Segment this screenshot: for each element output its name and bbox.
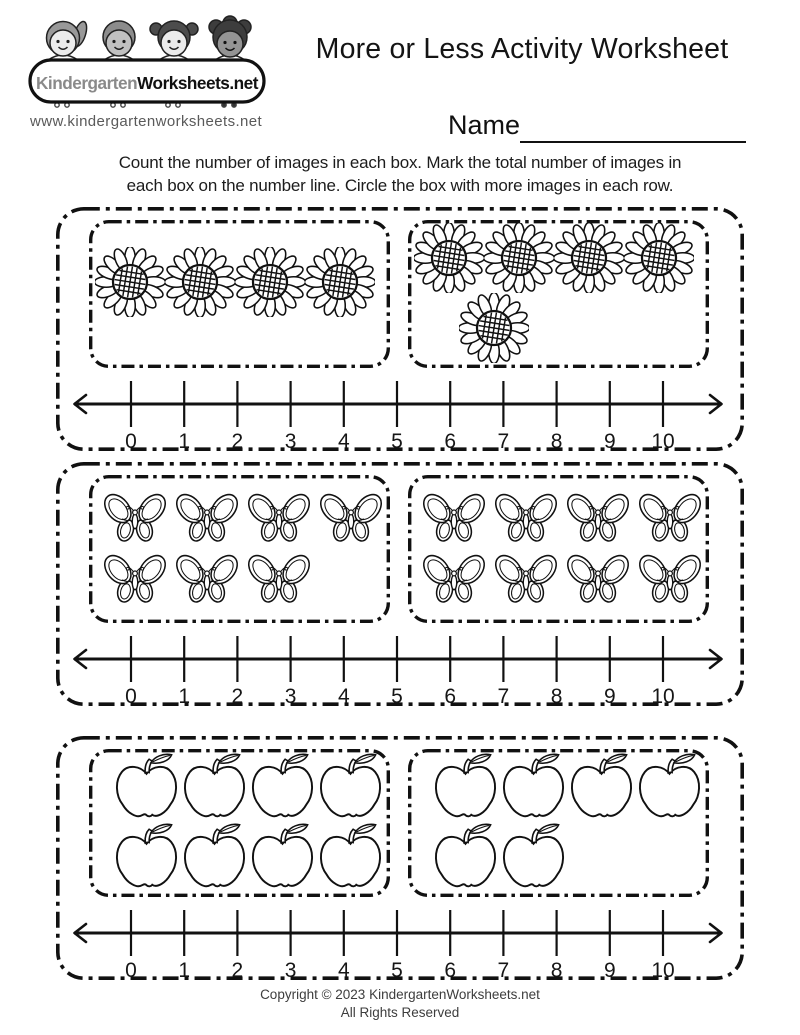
image-box-left-sunflower[interactable] xyxy=(89,220,390,368)
image-box-right-sunflower[interactable] xyxy=(408,220,709,368)
butterfly-icon xyxy=(490,551,562,607)
sunflower-icon xyxy=(554,223,624,293)
number-line-label: 10 xyxy=(651,430,675,452)
footer-copyright: Copyright © 2023 KindergartenWorksheets.net xyxy=(260,987,540,1002)
number-line-label: 2 xyxy=(231,685,244,707)
image-box-left-apple[interactable] xyxy=(89,749,390,897)
icon-row xyxy=(432,822,709,892)
apple-icon xyxy=(113,752,180,822)
apple-icon xyxy=(432,752,499,822)
activity-row-butterfly xyxy=(56,462,744,706)
logo-brand-black: Worksheets.net xyxy=(137,73,261,93)
icon-row xyxy=(95,247,390,317)
apple-icon xyxy=(249,752,316,822)
instructions xyxy=(0,151,800,197)
number-line[interactable] xyxy=(68,374,728,452)
apple-icon xyxy=(249,822,316,892)
icon-row xyxy=(459,293,709,363)
apple-icon xyxy=(432,822,499,892)
logo-kid-boy-afro xyxy=(209,16,251,60)
number-line-label: 0 xyxy=(125,685,137,707)
butterfly-icon xyxy=(171,551,243,607)
number-line-label: 4 xyxy=(337,685,350,707)
logo-kid-boy xyxy=(103,21,135,60)
sunflower-icon xyxy=(235,247,305,317)
number-line-label: 1 xyxy=(178,685,191,707)
icon-row xyxy=(414,223,709,293)
sunflower-icon xyxy=(95,247,165,317)
number-line-label: 8 xyxy=(550,685,563,707)
apple-icon xyxy=(500,752,567,822)
number-line[interactable] xyxy=(68,903,728,981)
butterfly-icon xyxy=(99,551,171,607)
butterfly-icon xyxy=(634,551,706,607)
number-line-label: 7 xyxy=(497,685,510,707)
apple-icon xyxy=(500,822,567,892)
butterfly-icon xyxy=(634,490,706,546)
instructions-line-2: each box on the number line. Circle the box with more images in each row. xyxy=(126,176,674,195)
logo-brand-text xyxy=(36,73,259,93)
sunflower-icon xyxy=(624,223,694,293)
number-line-label: 5 xyxy=(391,959,403,981)
number-line-label: 1 xyxy=(178,959,191,981)
number-line-label: 8 xyxy=(550,430,563,452)
number-line-label: 5 xyxy=(391,685,403,707)
number-line-label: 3 xyxy=(284,430,297,452)
icon-row xyxy=(113,752,390,822)
kindergarten-worksheets-logo xyxy=(26,10,268,108)
icon-row xyxy=(99,490,390,546)
number-line-label: 3 xyxy=(284,959,297,981)
number-line-label: 10 xyxy=(651,685,675,707)
number-line-label: 10 xyxy=(651,959,675,981)
butterfly-icon xyxy=(243,490,315,546)
sunflower-icon xyxy=(484,223,554,293)
logo-kid-girl-ponytail xyxy=(47,20,90,60)
number-line-label: 4 xyxy=(337,959,350,981)
number-line-label: 1 xyxy=(178,430,191,452)
name-label: Name xyxy=(448,110,521,140)
image-box-left-butterfly[interactable] xyxy=(89,475,390,623)
apple-icon xyxy=(181,822,248,892)
name-input-line[interactable] xyxy=(520,106,746,143)
activity-row-sunflower xyxy=(56,207,744,451)
butterfly-icon xyxy=(99,490,171,546)
number-line-label: 5 xyxy=(391,430,403,452)
sunflower-icon xyxy=(459,293,529,363)
number-line-label: 4 xyxy=(337,430,350,452)
sunflower-icon xyxy=(305,247,375,317)
sunflower-icon xyxy=(165,247,235,317)
site-url: www.kindergartenworksheets.net xyxy=(30,113,263,130)
page-title: More or Less Activity Worksheet xyxy=(315,33,729,65)
apple-icon xyxy=(317,752,384,822)
apple-icon xyxy=(113,822,180,892)
number-line-label: 7 xyxy=(497,430,510,452)
number-line-label: 8 xyxy=(550,959,563,981)
icon-row xyxy=(99,551,390,607)
number-line-label: 3 xyxy=(284,685,297,707)
logo-brand-gray: Kindergarten xyxy=(36,73,139,93)
number-line-label: 9 xyxy=(603,959,616,981)
number-line-label: 2 xyxy=(231,430,244,452)
activity-row-apple xyxy=(56,736,744,980)
number-line-label: 9 xyxy=(603,430,616,452)
apple-icon xyxy=(181,752,248,822)
number-line-label: 0 xyxy=(125,959,137,981)
image-box-right-butterfly[interactable] xyxy=(408,475,709,623)
number-line-label: 6 xyxy=(444,685,457,707)
footer-rights: All Rights Reserved xyxy=(340,1005,460,1020)
name-row xyxy=(448,106,746,143)
icon-row xyxy=(113,822,390,892)
icon-row xyxy=(418,551,709,607)
number-line-label: 0 xyxy=(125,430,137,452)
number-line-label: 6 xyxy=(444,430,457,452)
butterfly-icon xyxy=(490,490,562,546)
butterfly-icon xyxy=(243,551,315,607)
apple-icon xyxy=(317,822,384,892)
footer xyxy=(0,986,800,1022)
number-line-label: 7 xyxy=(497,959,510,981)
apple-icon xyxy=(636,752,703,822)
icon-row xyxy=(418,490,709,546)
butterfly-icon xyxy=(315,490,387,546)
icon-row xyxy=(432,752,709,822)
sunflower-icon xyxy=(414,223,484,293)
logo-kid-girl-pigtails xyxy=(150,21,198,60)
butterfly-icon xyxy=(171,490,243,546)
instructions-line-1: Count the number of images in each box. Mark the total number of images in xyxy=(118,153,682,172)
butterfly-icon xyxy=(562,490,634,546)
number-line-label: 6 xyxy=(444,959,457,981)
number-line-label: 9 xyxy=(603,685,616,707)
number-line-label: 2 xyxy=(231,959,244,981)
butterfly-icon xyxy=(418,551,490,607)
butterfly-icon xyxy=(562,551,634,607)
apple-icon xyxy=(568,752,635,822)
number-line[interactable] xyxy=(68,629,728,707)
butterfly-icon xyxy=(418,490,490,546)
image-box-right-apple[interactable] xyxy=(408,749,709,897)
